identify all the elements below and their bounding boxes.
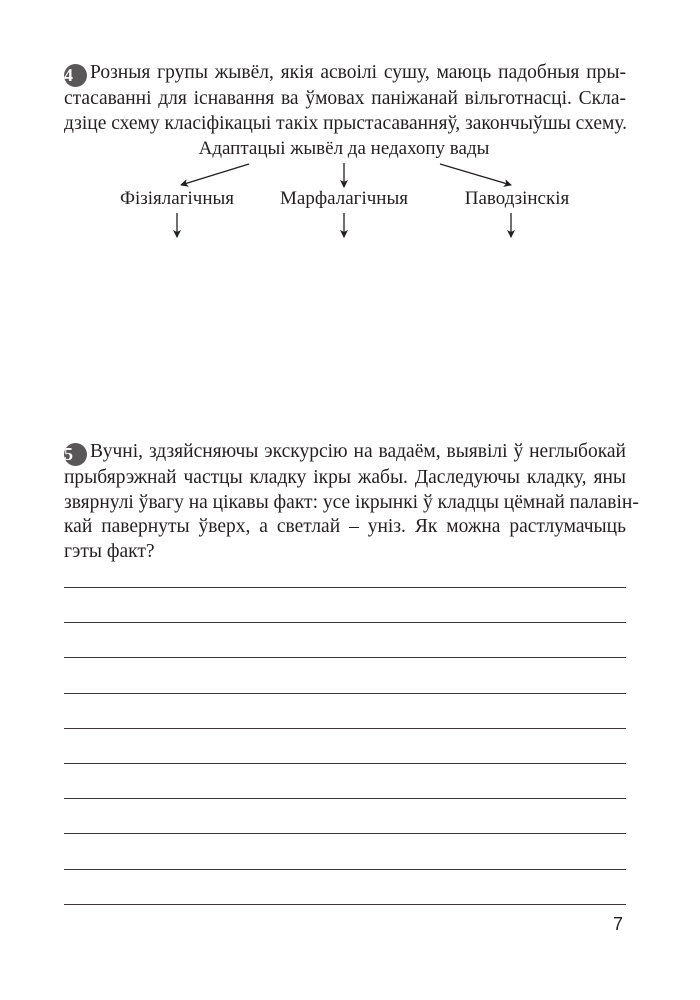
answer-line[interactable] xyxy=(64,869,626,870)
task-5-line: звярнулі ўвагу на цікавы факт: усе ікрынкі ў кладцы цёмнай палавін- xyxy=(64,491,639,513)
answer-line[interactable] xyxy=(64,833,626,834)
answer-line[interactable] xyxy=(64,904,626,905)
scheme-category-physiological: Фізіялагічныя xyxy=(119,188,235,209)
answer-line[interactable] xyxy=(64,763,626,764)
scheme-category-morphological: Марфалагічныя xyxy=(280,188,408,209)
task-5-line: прыбярэжнай частцы кладку ікры жабы. Даследуючы кладку, яны xyxy=(64,467,626,488)
page-number: 7 xyxy=(613,914,624,934)
task-4-line: дзіце схему класіфікацыі такіх прыстасаванняў, закончыўшы схему. xyxy=(64,112,628,134)
answer-line[interactable] xyxy=(64,693,626,694)
answer-line[interactable] xyxy=(64,657,626,658)
arrow-root-to-physiological xyxy=(181,164,249,185)
answer-line[interactable] xyxy=(64,587,626,588)
task-5 xyxy=(64,440,639,564)
task-5-line: кай павернуты ўверх, а светлай – уніз. Як можна растлумачыць xyxy=(64,516,626,538)
task-4 xyxy=(64,61,626,136)
task-4-line: 4 Розныя групы жывёл, якія асвоілі сушу, маюць падобныя пры- xyxy=(64,62,626,85)
task-number-badge: 5 xyxy=(64,443,87,466)
arrow-root-to-behavioral xyxy=(440,164,511,185)
scheme-category-behavioral: Паводзінскія xyxy=(464,188,570,209)
answer-line[interactable] xyxy=(64,728,626,729)
scheme-root: Адаптацыі жывёл да недахопу вады xyxy=(198,138,490,159)
answer-line[interactable] xyxy=(64,798,626,799)
task-number-badge: 4 xyxy=(64,64,87,87)
task-5-line: гэты факт? xyxy=(64,540,155,562)
answer-line[interactable] xyxy=(64,622,626,623)
task-4-line: стасаванні для існавання ва ўмовах паніжанай вільготнасці. Скла- xyxy=(64,88,626,109)
task-5-line: 5 Вучні, здзяйсняючы экскурсію на вадаём, выявілі ў неглыбокай xyxy=(64,441,626,464)
